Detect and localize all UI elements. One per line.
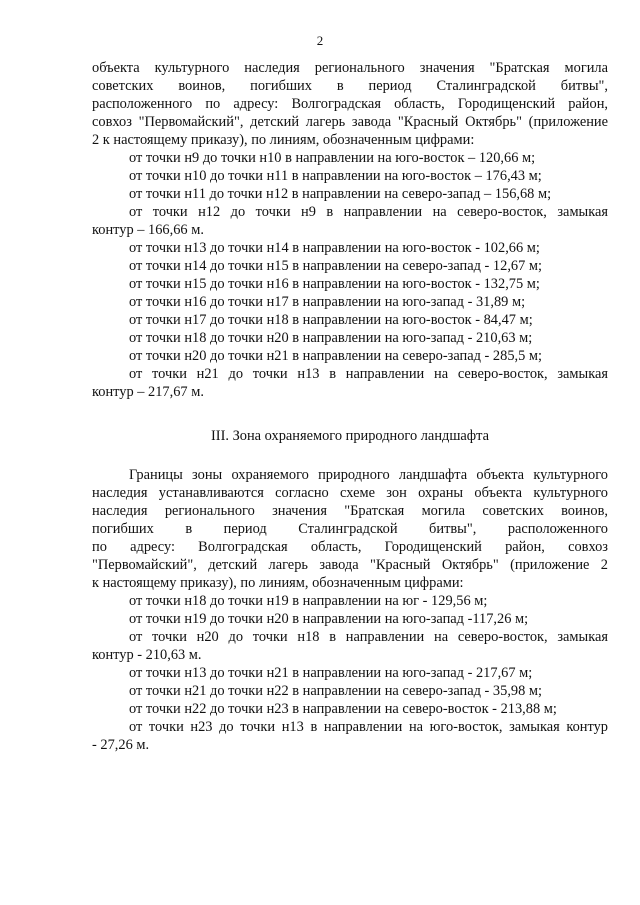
boundary-line: от точки н18 до точки н20 в направлении на юго-запад - 210,63 м; (129, 330, 533, 346)
paragraph-line: к настоящему приказу), по линиям, обозначенным цифрами: (92, 575, 464, 591)
paragraph-line: погибших в период Сталинградской битвы", расположенного (92, 521, 608, 537)
boundary-line: от точки н16 до точки н17 в направлении на юго-запад - 31,89 м; (129, 294, 526, 310)
section-heading: III. Зона охраняемого природного ландшафта (211, 428, 489, 444)
boundary-line: от точки н9 до точки н10 в направлении на юго-восток – 120,66 м; (129, 150, 536, 166)
boundary-line: от точки н14 до точки н15 в направлении на северо-запад - 12,67 м; (129, 258, 543, 274)
paragraph-line: совхоз "Первомайский", детский лагерь завода "Красный Октябрь" (приложение (92, 114, 608, 130)
paragraph-line: 2 к настоящему приказу), по линиям, обозначенным цифрами: (92, 132, 475, 148)
paragraph-line: наследия регионального значения "Братская могила советских воинов, (92, 503, 608, 519)
boundary-line: от точки н21 до точки н22 в направлении на северо-запад - 35,98 м; (129, 683, 543, 699)
boundary-line: от точки н17 до точки н18 в направлении на юго-восток - 84,47 м; (129, 312, 533, 328)
page-number: 2 (316, 33, 324, 48)
boundary-line: от точки н18 до точки н19 в направлении на юг - 129,56 м; (129, 593, 488, 609)
paragraph-line: наследия устанавливаются согласно схеме зон охраны объекта культурного (92, 485, 608, 501)
boundary-line: от точки н13 до точки н21 в направлении на юго-запад - 217,67 м; (129, 665, 533, 681)
document-body (92, 59, 608, 754)
boundary-line-closing: от точки н12 до точки н9 в направлении на северо-восток, замыкая (129, 204, 608, 220)
paragraph-line: "Первомайский", детский лагерь завода "Красный Октябрь" (приложение 2 (92, 557, 608, 573)
paragraph-line: расположенного по адресу: Волгоградская область, Городищенский район, (92, 96, 608, 112)
boundary-line: от точки н10 до точки н11 в направлении на юго-восток – 176,43 м; (129, 168, 542, 184)
boundary-line: от точки н22 до точки н23 в направлении на северо-восток - 213,88 м; (129, 701, 557, 717)
paragraph-line: советских воинов, погибших в период Сталинградской битвы", (92, 78, 608, 94)
boundary-line-closing-end: контур – 166,66 м. (92, 222, 204, 238)
boundary-line-closing-end: контур – 217,67 м. (92, 384, 204, 400)
paragraph-line: Границы зоны охраняемого природного ландшафта объекта культурного (129, 467, 608, 483)
boundary-line: от точки н19 до точки н20 в направлении на юго-запад -117,26 м; (129, 611, 529, 627)
boundary-line: от точки н20 до точки н21 в направлении на северо-запад - 285,5 м; (129, 348, 543, 364)
boundary-line-closing: от точки н20 до точки н18 в направлении на северо-восток, замыкая (129, 629, 608, 645)
boundary-line-closing-end: - 27,26 м. (92, 737, 150, 753)
boundary-line: от точки н11 до точки н12 в направлении на северо-запад – 156,68 м; (129, 186, 552, 202)
paragraph-line: по адресу: Волгоградская область, Городищенский район, совхоз (92, 539, 608, 555)
boundary-line-closing: от точки н23 до точки н13 в направлении на юго-восток, замыкая контур (129, 719, 608, 735)
boundary-line: от точки н13 до точки н14 в направлении на юго-восток - 102,66 м; (129, 240, 540, 256)
boundary-line: от точки н15 до точки н16 в направлении на юго-восток - 132,75 м; (129, 276, 540, 292)
paragraph-line: объекта культурного наследия регионального значения "Братская могила (92, 60, 608, 76)
boundary-line-closing-end: контур - 210,63 м. (92, 647, 202, 663)
boundary-line-closing: от точки н21 до точки н13 в направлении на северо-восток, замыкая (129, 366, 608, 382)
